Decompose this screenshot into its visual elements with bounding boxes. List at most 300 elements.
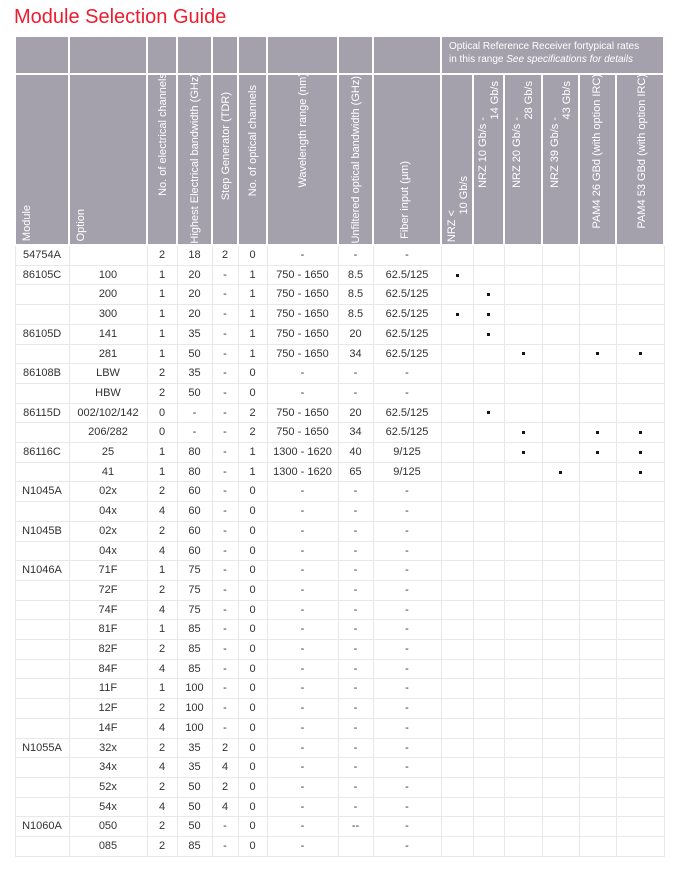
cell-nrz-10-14	[473, 265, 504, 285]
col-header-fiber-input	[373, 74, 441, 245]
cell-electrical-channels: 1	[147, 679, 177, 699]
cell-nrz-lt-10	[441, 245, 473, 265]
cell-fiber-input: -	[373, 797, 441, 817]
cell-module	[15, 797, 69, 817]
cell-step-generator-tdr: -	[212, 383, 238, 403]
bullet-mark	[639, 431, 642, 434]
cell-fiber-input: 62.5/125	[373, 265, 441, 285]
cell-optical-channels: 0	[238, 245, 267, 265]
table-row	[15, 443, 664, 463]
cell-electrical-channels: 1	[147, 324, 177, 344]
header-blank-cell	[267, 36, 338, 74]
cell-step-generator-tdr: -	[212, 482, 238, 502]
cell-nrz-39-43	[542, 817, 579, 837]
cell-electrical-channels: 2	[147, 383, 177, 403]
col-header-electrical-bandwidth	[177, 74, 212, 245]
bullet-mark	[522, 451, 525, 454]
col-header-label-nrz-39-43-line1: NRZ 39 Gb/s -	[549, 117, 561, 188]
cell-fiber-input: -	[373, 640, 441, 660]
cell-optical-channels: 1	[238, 305, 267, 325]
col-header-label-unfiltered-optical-bandwidth: Unfiltered optical bandwidth (GHz)	[350, 76, 362, 244]
cell-pam4-53	[616, 443, 664, 463]
table-row	[15, 541, 664, 561]
cell-unfiltered-optical-bandwidth: -	[338, 580, 373, 600]
col-header-label-electrical-channels: No. of electrical channels	[157, 73, 169, 196]
col-header-label-nrz-10-14-line1: NRZ 10 Gb/s -	[477, 117, 489, 188]
cell-unfiltered-optical-bandwidth: -	[338, 797, 373, 817]
cell-pam4-53	[616, 245, 664, 265]
cell-step-generator-tdr: -	[212, 364, 238, 384]
cell-nrz-lt-10	[441, 403, 473, 423]
cell-fiber-input: -	[373, 718, 441, 738]
cell-electrical-bandwidth: 100	[177, 718, 212, 738]
cell-wavelength-range: -	[267, 541, 338, 561]
cell-pam4-53	[616, 324, 664, 344]
header-blank-cell	[373, 36, 441, 74]
cell-fiber-input: 62.5/125	[373, 285, 441, 305]
cell-unfiltered-optical-bandwidth: -	[338, 620, 373, 640]
col-header-option	[69, 74, 147, 245]
cell-pam4-26	[579, 364, 616, 384]
cell-pam4-26	[579, 462, 616, 482]
cell-module	[15, 580, 69, 600]
cell-nrz-lt-10	[441, 482, 473, 502]
cell-nrz-39-43	[542, 443, 579, 463]
col-header-label-nrz-lt-10-line2: 10 Gb/s	[458, 176, 470, 215]
cell-wavelength-range: -	[267, 620, 338, 640]
bullet-mark	[456, 313, 459, 316]
table-row	[15, 265, 664, 285]
table-row	[15, 659, 664, 679]
cell-nrz-20-28	[504, 403, 542, 423]
cell-option: 41	[69, 462, 147, 482]
cell-fiber-input: 62.5/125	[373, 423, 441, 443]
cell-electrical-bandwidth: 35	[177, 364, 212, 384]
col-header-label-pam4-26: PAM4 26 GBd (with option IRC)	[591, 73, 603, 228]
cell-electrical-bandwidth: 100	[177, 679, 212, 699]
cell-wavelength-range: -	[267, 502, 338, 522]
cell-pam4-53	[616, 344, 664, 364]
cell-step-generator-tdr: -	[212, 502, 238, 522]
header-blank-cell	[177, 36, 212, 74]
cell-wavelength-range: -	[267, 797, 338, 817]
cell-electrical-channels: 2	[147, 738, 177, 758]
cell-optical-channels: 2	[238, 423, 267, 443]
cell-step-generator-tdr: -	[212, 561, 238, 581]
cell-nrz-lt-10	[441, 541, 473, 561]
cell-optical-channels: 0	[238, 679, 267, 699]
cell-nrz-20-28	[504, 758, 542, 778]
cell-pam4-53	[616, 305, 664, 325]
cell-nrz-39-43	[542, 285, 579, 305]
cell-pam4-26	[579, 580, 616, 600]
cell-unfiltered-optical-bandwidth: -	[338, 364, 373, 384]
cell-fiber-input: -	[373, 699, 441, 719]
header-blank-cell	[15, 36, 69, 74]
cell-nrz-lt-10	[441, 758, 473, 778]
cell-nrz-10-14	[473, 738, 504, 758]
cell-wavelength-range: -	[267, 718, 338, 738]
bullet-mark	[522, 352, 525, 355]
cell-electrical-bandwidth: 50	[177, 777, 212, 797]
cell-option: 206/282	[69, 423, 147, 443]
cell-nrz-lt-10	[441, 679, 473, 699]
cell-nrz-10-14	[473, 777, 504, 797]
table-row	[15, 462, 664, 482]
col-header-label-nrz-lt-10-line1: NRZ <	[446, 209, 458, 242]
cell-nrz-39-43	[542, 265, 579, 285]
cell-nrz-39-43	[542, 738, 579, 758]
cell-nrz-10-14	[473, 679, 504, 699]
cell-wavelength-range: 1300 - 1620	[267, 443, 338, 463]
cell-nrz-39-43	[542, 403, 579, 423]
cell-optical-channels: 0	[238, 837, 267, 857]
cell-nrz-20-28	[504, 659, 542, 679]
cell-unfiltered-optical-bandwidth: 8.5	[338, 285, 373, 305]
cell-pam4-53	[616, 403, 664, 423]
cell-electrical-channels: 4	[147, 600, 177, 620]
cell-nrz-10-14	[473, 305, 504, 325]
cell-wavelength-range: -	[267, 777, 338, 797]
cell-module: 86105D	[15, 324, 69, 344]
bullet-mark	[559, 471, 562, 474]
cell-nrz-20-28	[504, 679, 542, 699]
cell-fiber-input: 9/125	[373, 462, 441, 482]
cell-wavelength-range: -	[267, 245, 338, 265]
cell-option: 81F	[69, 620, 147, 640]
cell-nrz-lt-10	[441, 777, 473, 797]
table-row	[15, 403, 664, 423]
col-header-nrz-lt-10	[441, 74, 473, 245]
cell-option: 71F	[69, 561, 147, 581]
cell-unfiltered-optical-bandwidth: -	[338, 600, 373, 620]
cell-option: LBW	[69, 364, 147, 384]
cell-pam4-53	[616, 620, 664, 640]
cell-nrz-lt-10	[441, 423, 473, 443]
cell-module	[15, 620, 69, 640]
cell-fiber-input: -	[373, 837, 441, 857]
cell-fiber-input: -	[373, 758, 441, 778]
cell-electrical-bandwidth: 85	[177, 640, 212, 660]
cell-nrz-20-28	[504, 245, 542, 265]
cell-unfiltered-optical-bandwidth: -	[338, 521, 373, 541]
bullet-mark	[639, 352, 642, 355]
cell-module	[15, 285, 69, 305]
cell-pam4-26	[579, 265, 616, 285]
cell-unfiltered-optical-bandwidth: --	[338, 817, 373, 837]
cell-option: 14F	[69, 718, 147, 738]
cell-pam4-53	[616, 738, 664, 758]
cell-wavelength-range: -	[267, 364, 338, 384]
cell-module	[15, 837, 69, 857]
cell-nrz-20-28	[504, 541, 542, 561]
header-label-row	[15, 74, 664, 245]
cell-step-generator-tdr: 2	[212, 777, 238, 797]
cell-pam4-53	[616, 561, 664, 581]
cell-nrz-10-14	[473, 285, 504, 305]
cell-nrz-39-43	[542, 324, 579, 344]
cell-pam4-53	[616, 423, 664, 443]
cell-pam4-53	[616, 699, 664, 719]
cell-nrz-10-14	[473, 344, 504, 364]
cell-nrz-39-43	[542, 620, 579, 640]
cell-step-generator-tdr: -	[212, 679, 238, 699]
cell-wavelength-range: 1300 - 1620	[267, 462, 338, 482]
cell-option: 72F	[69, 580, 147, 600]
table-row	[15, 777, 664, 797]
cell-electrical-channels: 1	[147, 443, 177, 463]
table-row	[15, 482, 664, 502]
cell-electrical-channels: 1	[147, 561, 177, 581]
table-row	[15, 502, 664, 522]
col-header-electrical-channels	[147, 74, 177, 245]
cell-option: 84F	[69, 659, 147, 679]
cell-pam4-26	[579, 482, 616, 502]
col-header-label-nrz-39-43-line2: 43 Gb/s	[561, 81, 573, 120]
cell-electrical-channels: 0	[147, 423, 177, 443]
cell-pam4-53	[616, 580, 664, 600]
cell-nrz-20-28	[504, 482, 542, 502]
cell-electrical-channels: 1	[147, 285, 177, 305]
cell-nrz-20-28	[504, 620, 542, 640]
cell-step-generator-tdr: -	[212, 462, 238, 482]
cell-option: 100	[69, 265, 147, 285]
cell-nrz-10-14	[473, 817, 504, 837]
cell-electrical-bandwidth: 20	[177, 265, 212, 285]
cell-electrical-channels: 2	[147, 245, 177, 265]
cell-module	[15, 600, 69, 620]
cell-step-generator-tdr: -	[212, 600, 238, 620]
cell-pam4-26	[579, 600, 616, 620]
cell-fiber-input: 62.5/125	[373, 344, 441, 364]
col-header-label-step-generator-tdr: Step Generator (TDR)	[220, 91, 232, 200]
table-row	[15, 245, 664, 265]
cell-nrz-lt-10	[441, 561, 473, 581]
cell-module	[15, 502, 69, 522]
cell-nrz-20-28	[504, 561, 542, 581]
cell-electrical-bandwidth: 60	[177, 521, 212, 541]
cell-step-generator-tdr: 2	[212, 738, 238, 758]
cell-wavelength-range: -	[267, 640, 338, 660]
cell-nrz-10-14	[473, 620, 504, 640]
cell-nrz-lt-10	[441, 837, 473, 857]
cell-nrz-lt-10	[441, 580, 473, 600]
cell-option: 34x	[69, 758, 147, 778]
cell-unfiltered-optical-bandwidth: -	[338, 679, 373, 699]
cell-optical-channels: 1	[238, 443, 267, 463]
cell-electrical-channels: 2	[147, 817, 177, 837]
cell-pam4-53	[616, 600, 664, 620]
bullet-mark	[596, 352, 599, 355]
bullet-mark	[487, 411, 490, 414]
cell-optical-channels: 0	[238, 797, 267, 817]
cell-step-generator-tdr: 2	[212, 245, 238, 265]
cell-fiber-input: -	[373, 561, 441, 581]
cell-pam4-26	[579, 502, 616, 522]
cell-electrical-channels: 2	[147, 640, 177, 660]
cell-electrical-channels: 4	[147, 758, 177, 778]
cell-nrz-lt-10	[441, 600, 473, 620]
cell-unfiltered-optical-bandwidth: 40	[338, 443, 373, 463]
table-row	[15, 699, 664, 719]
cell-nrz-lt-10	[441, 620, 473, 640]
cell-nrz-10-14	[473, 580, 504, 600]
cell-nrz-10-14	[473, 462, 504, 482]
cell-optical-channels: 0	[238, 758, 267, 778]
col-header-label-nrz-10-14-line2: 14 Gb/s	[489, 81, 501, 120]
cell-electrical-bandwidth: 75	[177, 580, 212, 600]
cell-nrz-39-43	[542, 541, 579, 561]
cell-option: 281	[69, 344, 147, 364]
cell-step-generator-tdr: -	[212, 699, 238, 719]
cell-nrz-20-28	[504, 305, 542, 325]
cell-wavelength-range: -	[267, 738, 338, 758]
table-row	[15, 620, 664, 640]
cell-nrz-20-28	[504, 344, 542, 364]
cell-nrz-39-43	[542, 344, 579, 364]
table-row	[15, 383, 664, 403]
cell-pam4-53	[616, 521, 664, 541]
cell-pam4-26	[579, 659, 616, 679]
header-blank-cell	[338, 36, 373, 74]
cell-fiber-input: -	[373, 383, 441, 403]
cell-nrz-lt-10	[441, 699, 473, 719]
cell-nrz-20-28	[504, 443, 542, 463]
cell-option: 300	[69, 305, 147, 325]
cell-electrical-bandwidth: 85	[177, 837, 212, 857]
cell-wavelength-range: 750 - 1650	[267, 403, 338, 423]
cell-nrz-39-43	[542, 423, 579, 443]
cell-electrical-channels: 2	[147, 521, 177, 541]
header-note-row	[15, 36, 664, 74]
cell-nrz-10-14	[473, 383, 504, 403]
cell-step-generator-tdr: 4	[212, 797, 238, 817]
cell-nrz-20-28	[504, 817, 542, 837]
cell-nrz-39-43	[542, 797, 579, 817]
cell-pam4-26	[579, 777, 616, 797]
cell-option: 141	[69, 324, 147, 344]
cell-wavelength-range: 750 - 1650	[267, 344, 338, 364]
col-header-label-pam4-53: PAM4 53 GBd (with option IRC)	[636, 73, 648, 228]
bullet-mark	[487, 293, 490, 296]
cell-nrz-20-28	[504, 324, 542, 344]
cell-nrz-20-28	[504, 423, 542, 443]
cell-wavelength-range: 750 - 1650	[267, 324, 338, 344]
table-row	[15, 364, 664, 384]
col-header-label-option: Option	[75, 208, 87, 241]
header-blank-cell	[147, 36, 177, 74]
cell-wavelength-range: -	[267, 600, 338, 620]
cell-unfiltered-optical-bandwidth: 34	[338, 344, 373, 364]
cell-module	[15, 777, 69, 797]
cell-wavelength-range: -	[267, 679, 338, 699]
bullet-mark	[487, 313, 490, 316]
cell-nrz-39-43	[542, 561, 579, 581]
cell-nrz-20-28	[504, 777, 542, 797]
cell-unfiltered-optical-bandwidth: -	[338, 777, 373, 797]
col-header-label-electrical-bandwidth: Highest Electrical bandwidth (GHz)	[189, 73, 201, 244]
cell-module	[15, 344, 69, 364]
cell-pam4-53	[616, 659, 664, 679]
cell-nrz-lt-10	[441, 640, 473, 660]
cell-nrz-lt-10	[441, 797, 473, 817]
cell-wavelength-range: -	[267, 758, 338, 778]
cell-electrical-channels: 1	[147, 344, 177, 364]
note-line-2: in this range See specifications for details	[449, 54, 633, 65]
cell-module: 86116C	[15, 443, 69, 463]
cell-electrical-bandwidth: 35	[177, 324, 212, 344]
cell-nrz-20-28	[504, 285, 542, 305]
cell-nrz-lt-10	[441, 462, 473, 482]
table-row	[15, 561, 664, 581]
cell-pam4-53	[616, 817, 664, 837]
cell-nrz-39-43	[542, 699, 579, 719]
cell-nrz-lt-10	[441, 521, 473, 541]
cell-electrical-channels: 4	[147, 659, 177, 679]
cell-optical-channels: 0	[238, 699, 267, 719]
cell-unfiltered-optical-bandwidth: -	[338, 383, 373, 403]
col-header-label-fiber-input: Fiber input (µm)	[399, 161, 411, 239]
cell-nrz-39-43	[542, 758, 579, 778]
cell-electrical-bandwidth: 80	[177, 443, 212, 463]
cell-module: 86115D	[15, 403, 69, 423]
cell-nrz-10-14	[473, 502, 504, 522]
cell-nrz-20-28	[504, 837, 542, 857]
cell-nrz-20-28	[504, 521, 542, 541]
col-header-label-wavelength-range: Wavelength range (nm)	[297, 73, 309, 188]
cell-pam4-53	[616, 777, 664, 797]
cell-fiber-input: -	[373, 817, 441, 837]
cell-nrz-20-28	[504, 383, 542, 403]
cell-pam4-26	[579, 758, 616, 778]
table-row	[15, 521, 664, 541]
cell-nrz-10-14	[473, 324, 504, 344]
cell-electrical-bandwidth: 50	[177, 383, 212, 403]
cell-option: 32x	[69, 738, 147, 758]
cell-fiber-input: -	[373, 245, 441, 265]
cell-unfiltered-optical-bandwidth: 8.5	[338, 265, 373, 285]
cell-option: 02x	[69, 521, 147, 541]
table-row	[15, 817, 664, 837]
cell-unfiltered-optical-bandwidth: 65	[338, 462, 373, 482]
cell-module: N1046A	[15, 561, 69, 581]
cell-pam4-53	[616, 797, 664, 817]
cell-electrical-bandwidth: 75	[177, 600, 212, 620]
header-blank-cell	[69, 36, 147, 74]
cell-module	[15, 423, 69, 443]
cell-nrz-39-43	[542, 462, 579, 482]
cell-electrical-bandwidth: 60	[177, 482, 212, 502]
cell-pam4-26	[579, 521, 616, 541]
cell-electrical-channels: 2	[147, 699, 177, 719]
bullet-mark	[487, 333, 490, 336]
cell-optical-channels: 0	[238, 718, 267, 738]
cell-module	[15, 699, 69, 719]
cell-electrical-bandwidth: 20	[177, 305, 212, 325]
cell-pam4-53	[616, 679, 664, 699]
optical-reference-receiver-note	[441, 36, 664, 74]
col-header-label-nrz-20-28-line2: 28 Gb/s	[523, 81, 535, 120]
col-header-label-nrz-20-28-line1: NRZ 20 Gb/s -	[511, 117, 523, 188]
cell-pam4-53	[616, 462, 664, 482]
bullet-mark	[522, 431, 525, 434]
cell-wavelength-range: -	[267, 521, 338, 541]
cell-electrical-bandwidth: 18	[177, 245, 212, 265]
cell-fiber-input: -	[373, 580, 441, 600]
cell-nrz-lt-10	[441, 659, 473, 679]
cell-module	[15, 462, 69, 482]
cell-nrz-20-28	[504, 502, 542, 522]
